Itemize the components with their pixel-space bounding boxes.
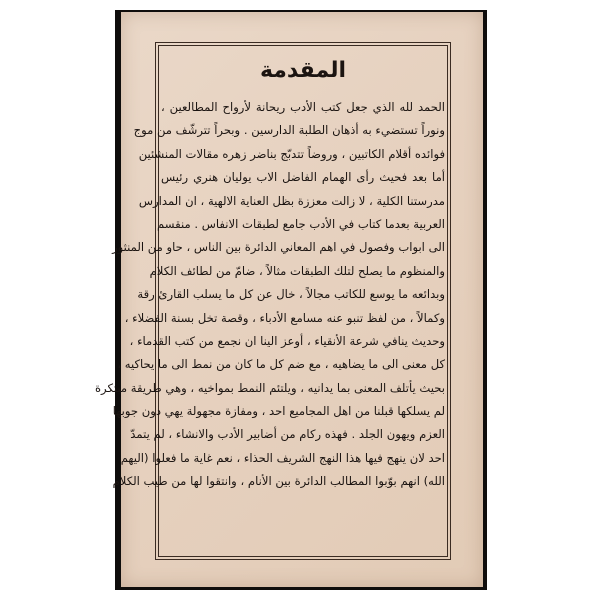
- text-line-11: وحديث ينافي شرعة الأنقياء ، أوعز الينا ان نجمع من كتب القدماء ،: [129, 333, 445, 348]
- text-line-13: بحيث يأتلف المعنى بما يدانيه ، ويلتئم النمط بمواخيه ، وهي طريقة مبتكرة: [94, 380, 445, 395]
- text-line-6: العربية بعدما كتاب في الأدب جامع لطبقات الانفاس . منقسم: [157, 216, 445, 231]
- text-line-14: لم يسلكها قبلنا من اهل المجاميع احد ، ومفازة مجهولة يهي دون جوبها: [112, 404, 445, 419]
- text-line-4: أما بعد فحيث رأى الهمام الفاضل الاب يوليان هنري رئيس: [161, 170, 445, 185]
- text-line-9: وبدائعه ما يوسع للكاتب مجالاً ، خال عن كل ما يسلب القارئ رقة: [137, 287, 445, 302]
- text-line-3: فوائده أقلام الكاتبين ، وروضاً تتدبّج بناضر زهره مقالات المنشئين: [138, 146, 445, 161]
- page-title: المقدمة: [259, 58, 347, 83]
- text-line-12: كل معنى الى ما يضاهيه ، مع ضم كل ما كان من نمط الى ما يحاكيه ،: [117, 357, 445, 372]
- text-line-2: ونوراً تستضيء به أذهان الطلبة الدارسين . وبحراً تترشّف من موج: [133, 123, 445, 138]
- text-line-1: الحمد لله الذي جعل كتب الأدب ريحانة لأرواح المطالعين ،: [161, 100, 445, 114]
- text-line-15: العزم ويهون الجلد . فهذه ركام من أضابير الأدب والانشاء ، لم يتمدّ: [130, 427, 445, 442]
- text-line-8: والمنظوم ما يصلح لتلك الطبقات مثالاً ، ضامّ من لطائف الكلام: [149, 263, 445, 278]
- text-line-7: الى ابواب وفصول في اهم المعاني الدائرة بين الناس ، حاو من المنثور: [112, 240, 445, 255]
- text-line-10: وكمالاً ، من لفظ تنبو عنه مسامع الأدباء ، وقصة تخل بسنة الفضلاء ،: [124, 310, 445, 325]
- book-page: [94, 12, 483, 587]
- text-line-5: مدرستنا الكلية ، لا زالت معززة بظل العناية الالهية ، ان المدارس: [138, 193, 445, 208]
- page-text-block: [94, 52, 445, 494]
- text-line-16: احد لان ينهج فيها هذا النهج الشريف الحذاء ، نعم غاية ما فعلوا (اليهم: [120, 450, 445, 465]
- text-line-17: الله) انهم بوّبوا المطالب الدائرة بين الأنام ، وانتقوا لها من طيب الكلام: [112, 474, 445, 489]
